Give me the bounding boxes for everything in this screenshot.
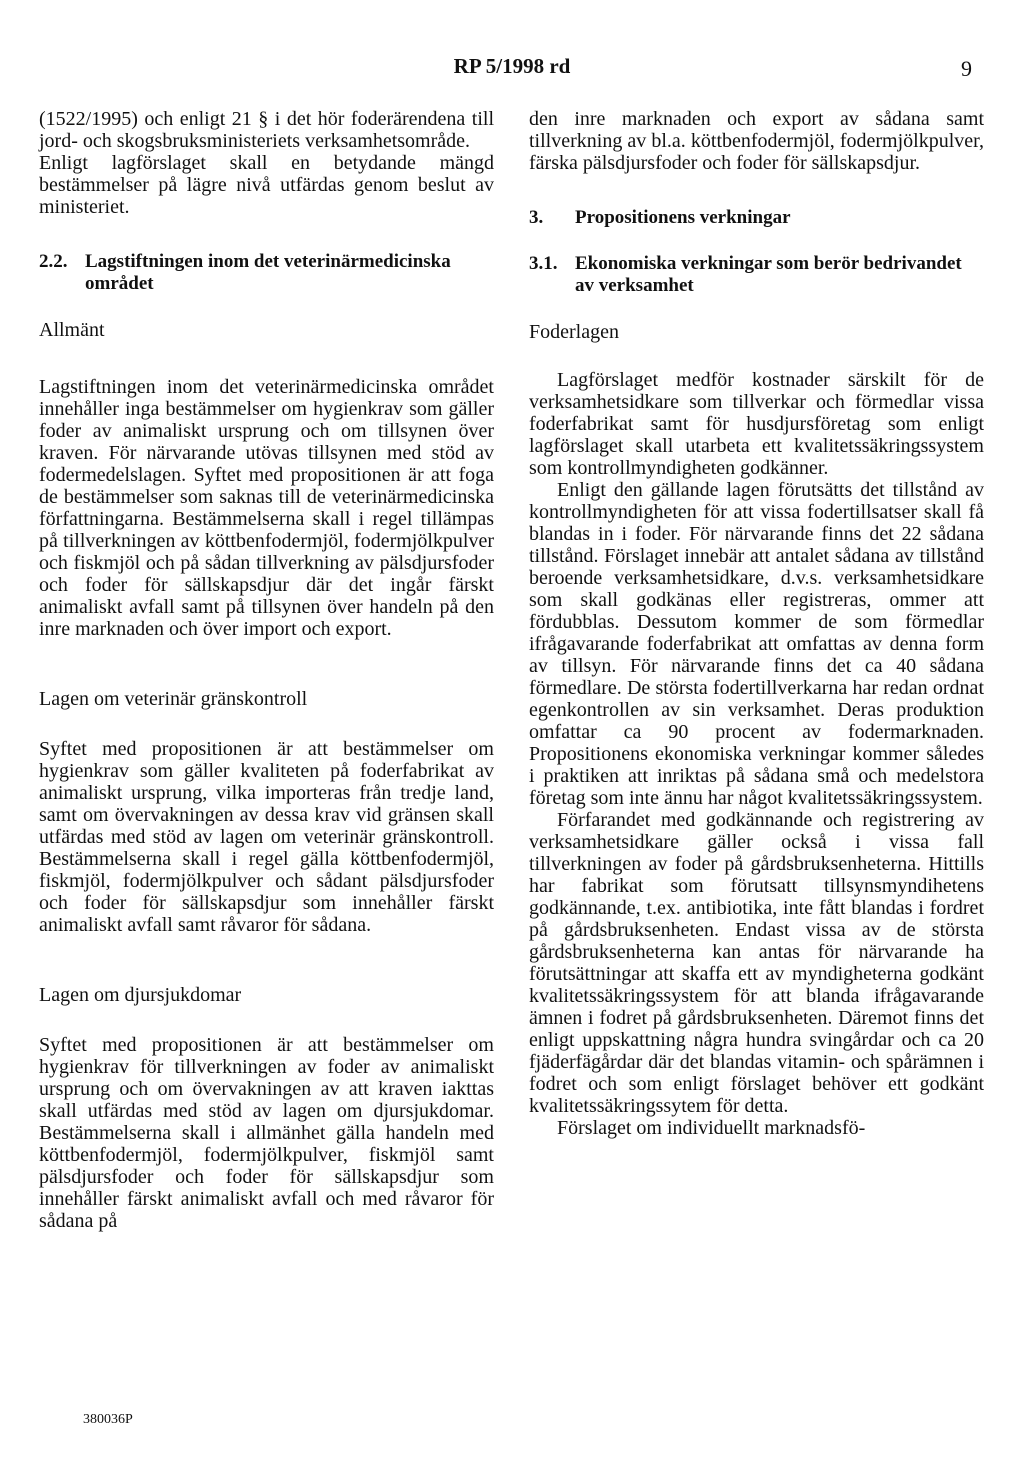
section-heading-2-2 [39,251,494,295]
section-heading-3 [529,207,984,229]
paragraph: Syftet med propositionen är att bestämmelser om hygienkrav som gäller kvaliteten på foderfabrikat av animaliskt ursprung, vilka importeras från tredje land, samt om övervakningen av dessa krav vid gränsen skall utfärdas med stöd av lagen om veterinär gränskontroll. Bestämmelserna skall i regel gälla köttbenfodermjöl, fiskmjöl, fodermjölkpulver och sådant pälsdjursfoder och foder för sällskapsdjur som innehåller färskt animaliskt avfall samt råvaror för sådana. [39,738,494,936]
paragraph: den inre marknaden och export av sådana samt tillverkning av bl.a. köttbenfodermjöl, fodermjölkpulver, färska pälsdjursfoder och foder för sällskapsdjur. [529,108,984,174]
footer-code: 380036P [83,1412,133,1427]
paragraph: Förfarandet med godkännande och registrering av verksamhetsidkare gäller också i vissa fall tillverkningen av foder på gårdsbruksenheterna. Hittills har fabrikat som förutsatt tillsynsmyndihetens godkännande, t.ex. antibiotika, inte fått blandas i fordret på gårdsbruksenheten. Endast vissa av de största gårdsbruksenheterna kan antas för närvarande ha förutsättningar att skaffa ett av myndigheterna godkänt kvalitetssäkringssystem för att blanda ifrågavarande ämnen i fodret på gårdsbruksenheten. Däremot finns det enligt uppskattning några hundra svingårdar och ca 20 fjäderfägårdar där det blandas vitamin- och spårämnen i fodret och som enligt förslaget behöver ett godkänt kvalitetssäkringssytem för detta. [529,809,984,1117]
paragraph: Enligt den gällande lagen förutsätts det tillstånd av kontrollmyndigheten för att vissa fodertillsatser skall få blandas in i foder. För närvarande finns det 22 sådana tillstånd. Förslaget innebär att antalet sådana av tillstånd beroende verksamhetsidkare, d.v.s. verksamhetsidkare som skall godkänas eller registreras, ommer att fördubblas. Dessutom kommer de som förmedlar ifrågavarande foderfabrikat att omfattas av denna form av tillsyn. För närvarande finns det ca 40 sådana förmedlare. De största fodertillverkarna har redan ordnat egenkontrollen av sin verksamhet. Deras produktion omfattar ca 90 procent av fodermarknaden. Propositionens ekonomiska verkningar kommer således i praktiken att inriktas på sådana små och medelstora företag som inte ännu har något kvalitetssäkringssystem. [529,479,984,809]
page-number: 9 [961,56,972,81]
document-id: RP 5/1998 rd [453,54,571,78]
section-title: Ekonomiska verkningar som berör bedrivandet av verksamhet [575,253,962,296]
left-column [39,108,494,1232]
section-number: 3. [529,207,544,228]
section-heading-3-1 [529,253,984,297]
right-column [529,108,984,1139]
paragraph: Enligt lagförslaget skall en betydande mängd bestämmelser på lägre nivå utfärdas genom beslut av ministeriet. [39,152,494,218]
paragraph: Förslaget om individuellt marknadsfö- [557,1117,866,1139]
subheading-granskontroll: Lagen om veterinär gränskontroll [39,688,308,710]
subheading-foderlagen: Foderlagen [529,321,619,343]
paragraph: Lagstiftningen inom det veterinärmedicinska området innehåller inga bestämmelser om hygienkrav som gäller foder av animaliskt ursprung och om tillsynen över kraven. För närvarande utövas tillsynen med stöd av fodermedelslagen. Syftet med propositionen är att foga de bestämmelser som saknas till de veterinärmedicinska författningarna. Bestämmelserna skall i regel tillämpas på tillverkningen av köttbenfodermjöl, fodermjölkpulver och fiskmjöl och på sådan tillverkning av pälsdjursfoder och foder för sällskapsdjur där det ingår färskt animaliskt avfall samt på tillsynen över handeln på den inre marknaden och över import och export. [39,376,494,640]
subheading-allmant: Allmänt [39,319,105,341]
section-title: Lagstiftningen inom det veterinärmedicinska området [85,251,451,294]
page-header [0,48,1024,88]
section-number: 2.2. [39,251,68,272]
paragraph: Lagförslaget medför kostnader särskilt för de verksamhetsidkare som tillverkar och förmedlar vissa foderfabrikat samt för husdjursföretag som enligt lagförslaget skall utarbeta ett kvalitetssäkringssystem som kontrollmyndigheten godkänner. [529,369,984,479]
paragraph: Syftet med propositionen är att bestämmelser om hygienkrav för tillverkningen av foder av animaliskt ursprung och om övervakningen av att kraven iakttas skall utfärdas med stöd av lagen om djursjukdomar. Bestämmelserna skall i allmänhet gälla handeln med köttbenfodermjöl, fodermjölkpulver, fiskmjöl samt pälsdjursfoder och foder för sällskapsdjur som innehåller färskt animaliskt avfall och med råvaror för sådana på [39,1034,494,1232]
subheading-djursjukdomar: Lagen om djursjukdomar [39,984,242,1006]
paragraph: (1522/1995) och enligt 21 § i det hör foderärendena till jord- och skogsbruksministeriets verksamhetsområde. [39,108,494,152]
section-number: 3.1. [529,253,558,274]
section-title: Propositionens verkningar [575,207,791,228]
